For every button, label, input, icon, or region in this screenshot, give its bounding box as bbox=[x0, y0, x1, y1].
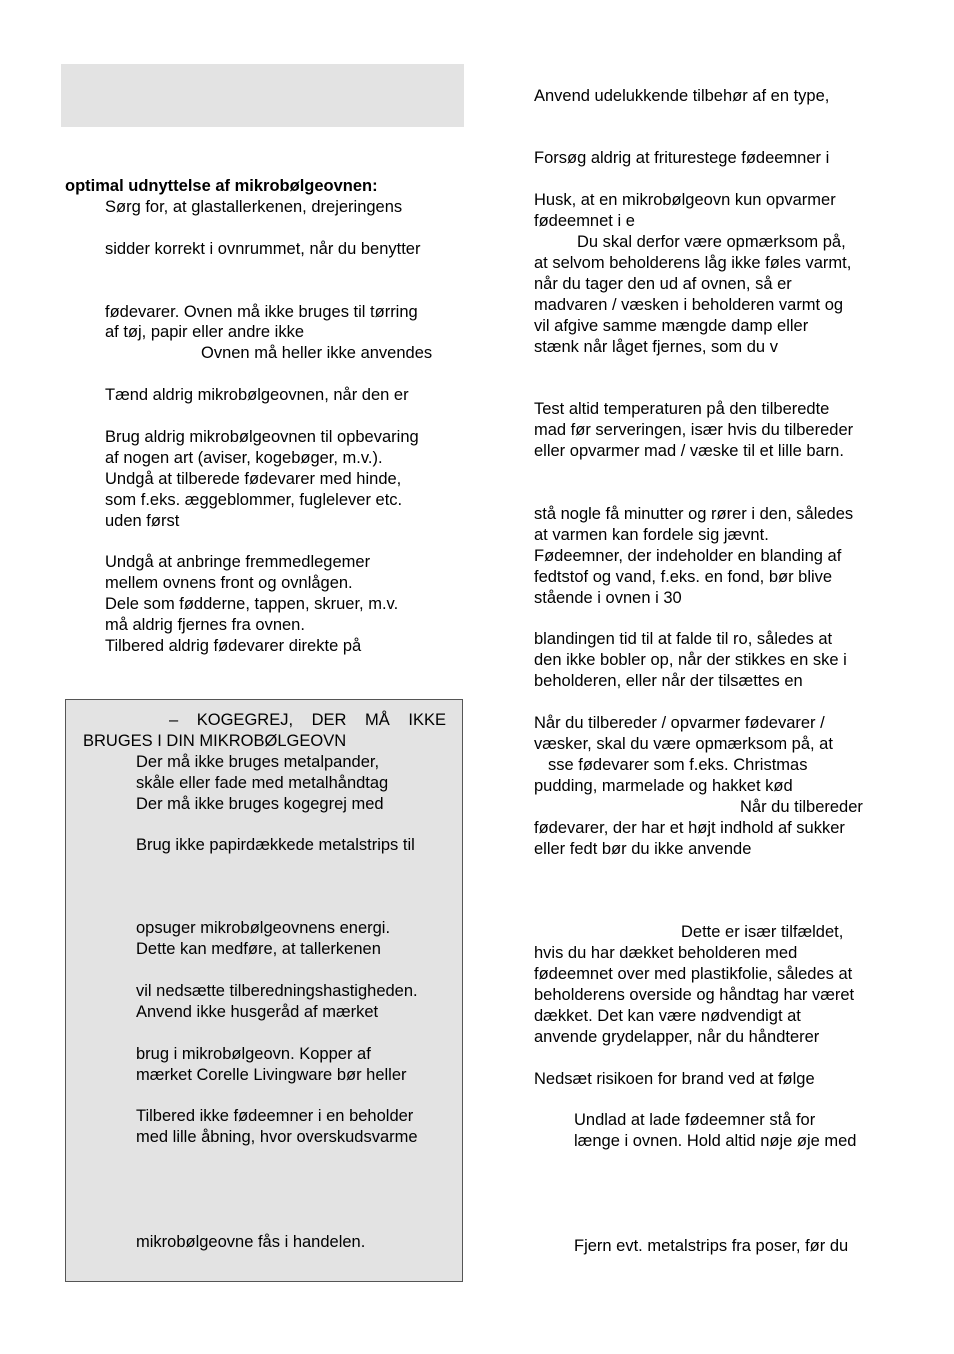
right-line: væsker, skal du være opmærksom på, at bbox=[534, 735, 833, 753]
left-line: fødevarer. Ovnen må ikke bruges til tørring bbox=[105, 303, 418, 321]
left-line: sidder korrekt i ovnrummet, når du benytter bbox=[105, 240, 421, 258]
right-line: Fjern evt. metalstrips fra poser, før du bbox=[574, 1237, 849, 1255]
right-line: længe i ovnen. Hold altid nøje øje med bbox=[574, 1132, 857, 1150]
right-line: når du tager den ud af ovnen, så er bbox=[534, 275, 792, 293]
box-line: Anvend ikke husgeråd af mærket bbox=[136, 1003, 379, 1021]
right-line: Fødeemner, der indeholder en blanding af bbox=[534, 547, 842, 565]
right-line: madvaren / væsken i beholderen varmt og bbox=[534, 296, 844, 314]
left-line: Tænd aldrig mikrobølgeovnen, når den er bbox=[105, 386, 409, 404]
right-line: beholderen, eller når der tilsættes en bbox=[534, 672, 803, 690]
right-line: eller fedt bør du ikke anvende bbox=[534, 840, 752, 858]
left-line: Sørg for, at glastallerkenen, drejeringens bbox=[105, 198, 403, 216]
left-line: mellem ovnens front og ovnlågen. bbox=[105, 574, 353, 592]
right-line: Når du tilbereder / opvarmer fødevarer / bbox=[534, 714, 825, 732]
left-line: af tøj, papir eller andre ikke bbox=[105, 323, 305, 341]
right-line: Husk, at en mikrobølgeovn kun opvarmer bbox=[534, 191, 836, 209]
right-line: hvis du har dækket beholderen med bbox=[534, 944, 798, 962]
left-line: Tilbered aldrig fødevarer direkte på bbox=[105, 637, 362, 655]
right-line: Undlad at lade fødeemner stå for bbox=[574, 1111, 816, 1129]
right-line: stænk når låget fjernes, som du v bbox=[534, 338, 778, 356]
box-line: vil nedsætte tilberedningshastigheden. bbox=[136, 982, 418, 1000]
left-line: Ovnen må heller ikke anvendes bbox=[201, 344, 433, 362]
right-line: Anvend udelukkende tilbehør af en type, bbox=[534, 87, 830, 105]
left-line: af nogen art (aviser, kogebøger, m.v.). bbox=[105, 449, 383, 467]
box-line: skåle eller fade med metalhåndtag bbox=[136, 774, 389, 792]
right-line: dækket. Det kan være nødvendigt at bbox=[534, 1007, 801, 1025]
left-line: Undgå at anbringe fremmedlegemer bbox=[105, 553, 371, 571]
right-line: anvende grydelapper, når du håndterer bbox=[534, 1028, 820, 1046]
box-line: Tilbered ikke fødeemner i en beholder bbox=[136, 1107, 414, 1125]
left-line: Dele som fødderne, tappen, skruer, m.v. bbox=[105, 595, 399, 613]
right-line: eller opvarmer mad / væske til et lille barn. bbox=[534, 442, 844, 460]
left-line: må aldrig fjernes fra ovnen. bbox=[105, 616, 305, 634]
header-banner bbox=[61, 64, 464, 127]
box-line: opsuger mikrobølgeovnens energi. bbox=[136, 919, 391, 937]
right-line: blandingen tid til at falde til ro, således at bbox=[534, 630, 833, 648]
box-line: Der må ikke bruges metalpander, bbox=[136, 753, 380, 771]
right-line: Når du tilbereder bbox=[740, 798, 863, 816]
right-line: fødevarer, der har et højt indhold af sukker bbox=[534, 819, 845, 837]
box-title-line2: BRUGES I DIN MIKROBØLGEOVN bbox=[83, 732, 347, 750]
right-line: fødeemnet over med plastikfolie, således at bbox=[534, 965, 853, 983]
right-line: pudding, marmelade og hakket kød bbox=[534, 777, 793, 795]
left-line: som f.eks. æggeblommer, fuglelever etc. bbox=[105, 491, 403, 509]
right-line: vil afgive samme mængde damp eller bbox=[534, 317, 809, 335]
left-line: uden først bbox=[105, 512, 180, 530]
box-line: mikrobølgeovne fås i handelen. bbox=[136, 1233, 366, 1251]
box-line: Der må ikke bruges kogegrej med bbox=[136, 795, 384, 813]
box-title-text: – KOGEGREJ, DER MÅ IKKE bbox=[169, 711, 446, 729]
right-line: Dette er især tilfældet, bbox=[681, 923, 844, 941]
left-line: Undgå at tilberede fødevarer med hinde, bbox=[105, 470, 402, 488]
right-line: Nedsæt risikoen for brand ved at følge bbox=[534, 1070, 815, 1088]
left-line: Brug aldrig mikrobølgeovnen til opbevaring bbox=[105, 428, 419, 446]
right-line: Test altid temperaturen på den tilberedte bbox=[534, 400, 830, 418]
right-line: sse fødevarer som f.eks. Christmas bbox=[548, 756, 808, 774]
right-line: at selvom beholderens låg ikke føles varmt, bbox=[534, 254, 852, 272]
right-line: fedtstof og vand, f.eks. en fond, bør blive bbox=[534, 568, 833, 586]
right-line: mad før serveringen, især hvis du tilbereder bbox=[534, 421, 854, 439]
right-line: den ikke bobler op, når der stikkes en ske i bbox=[534, 651, 847, 669]
box-line: brug i mikrobølgeovn. Kopper af bbox=[136, 1045, 371, 1063]
right-line: Du skal derfor være opmærksom på, bbox=[577, 233, 846, 251]
left-heading: optimal udnyttelse af mikrobølgeovnen: bbox=[65, 177, 378, 195]
right-line: Forsøg aldrig at friturestege fødeemner i bbox=[534, 149, 830, 167]
right-line: stående i ovnen i 30 bbox=[534, 589, 682, 607]
right-line: fødeemnet i e bbox=[534, 212, 635, 230]
box-title-line1 bbox=[169, 710, 446, 731]
right-line: at varmen kan fordele sig jævnt. bbox=[534, 526, 769, 544]
right-line: stå nogle få minutter og rører i den, således bbox=[534, 505, 854, 523]
box-line: med lille åbning, hvor overskudsvarme bbox=[136, 1128, 418, 1146]
right-line: beholderens overside og håndtag har været bbox=[534, 986, 855, 1004]
box-line: Dette kan medføre, at tallerkenen bbox=[136, 940, 381, 958]
box-line: Brug ikke papirdækkede metalstrips til bbox=[136, 836, 415, 854]
box-line: mærket Corelle Livingware bør heller bbox=[136, 1066, 407, 1084]
